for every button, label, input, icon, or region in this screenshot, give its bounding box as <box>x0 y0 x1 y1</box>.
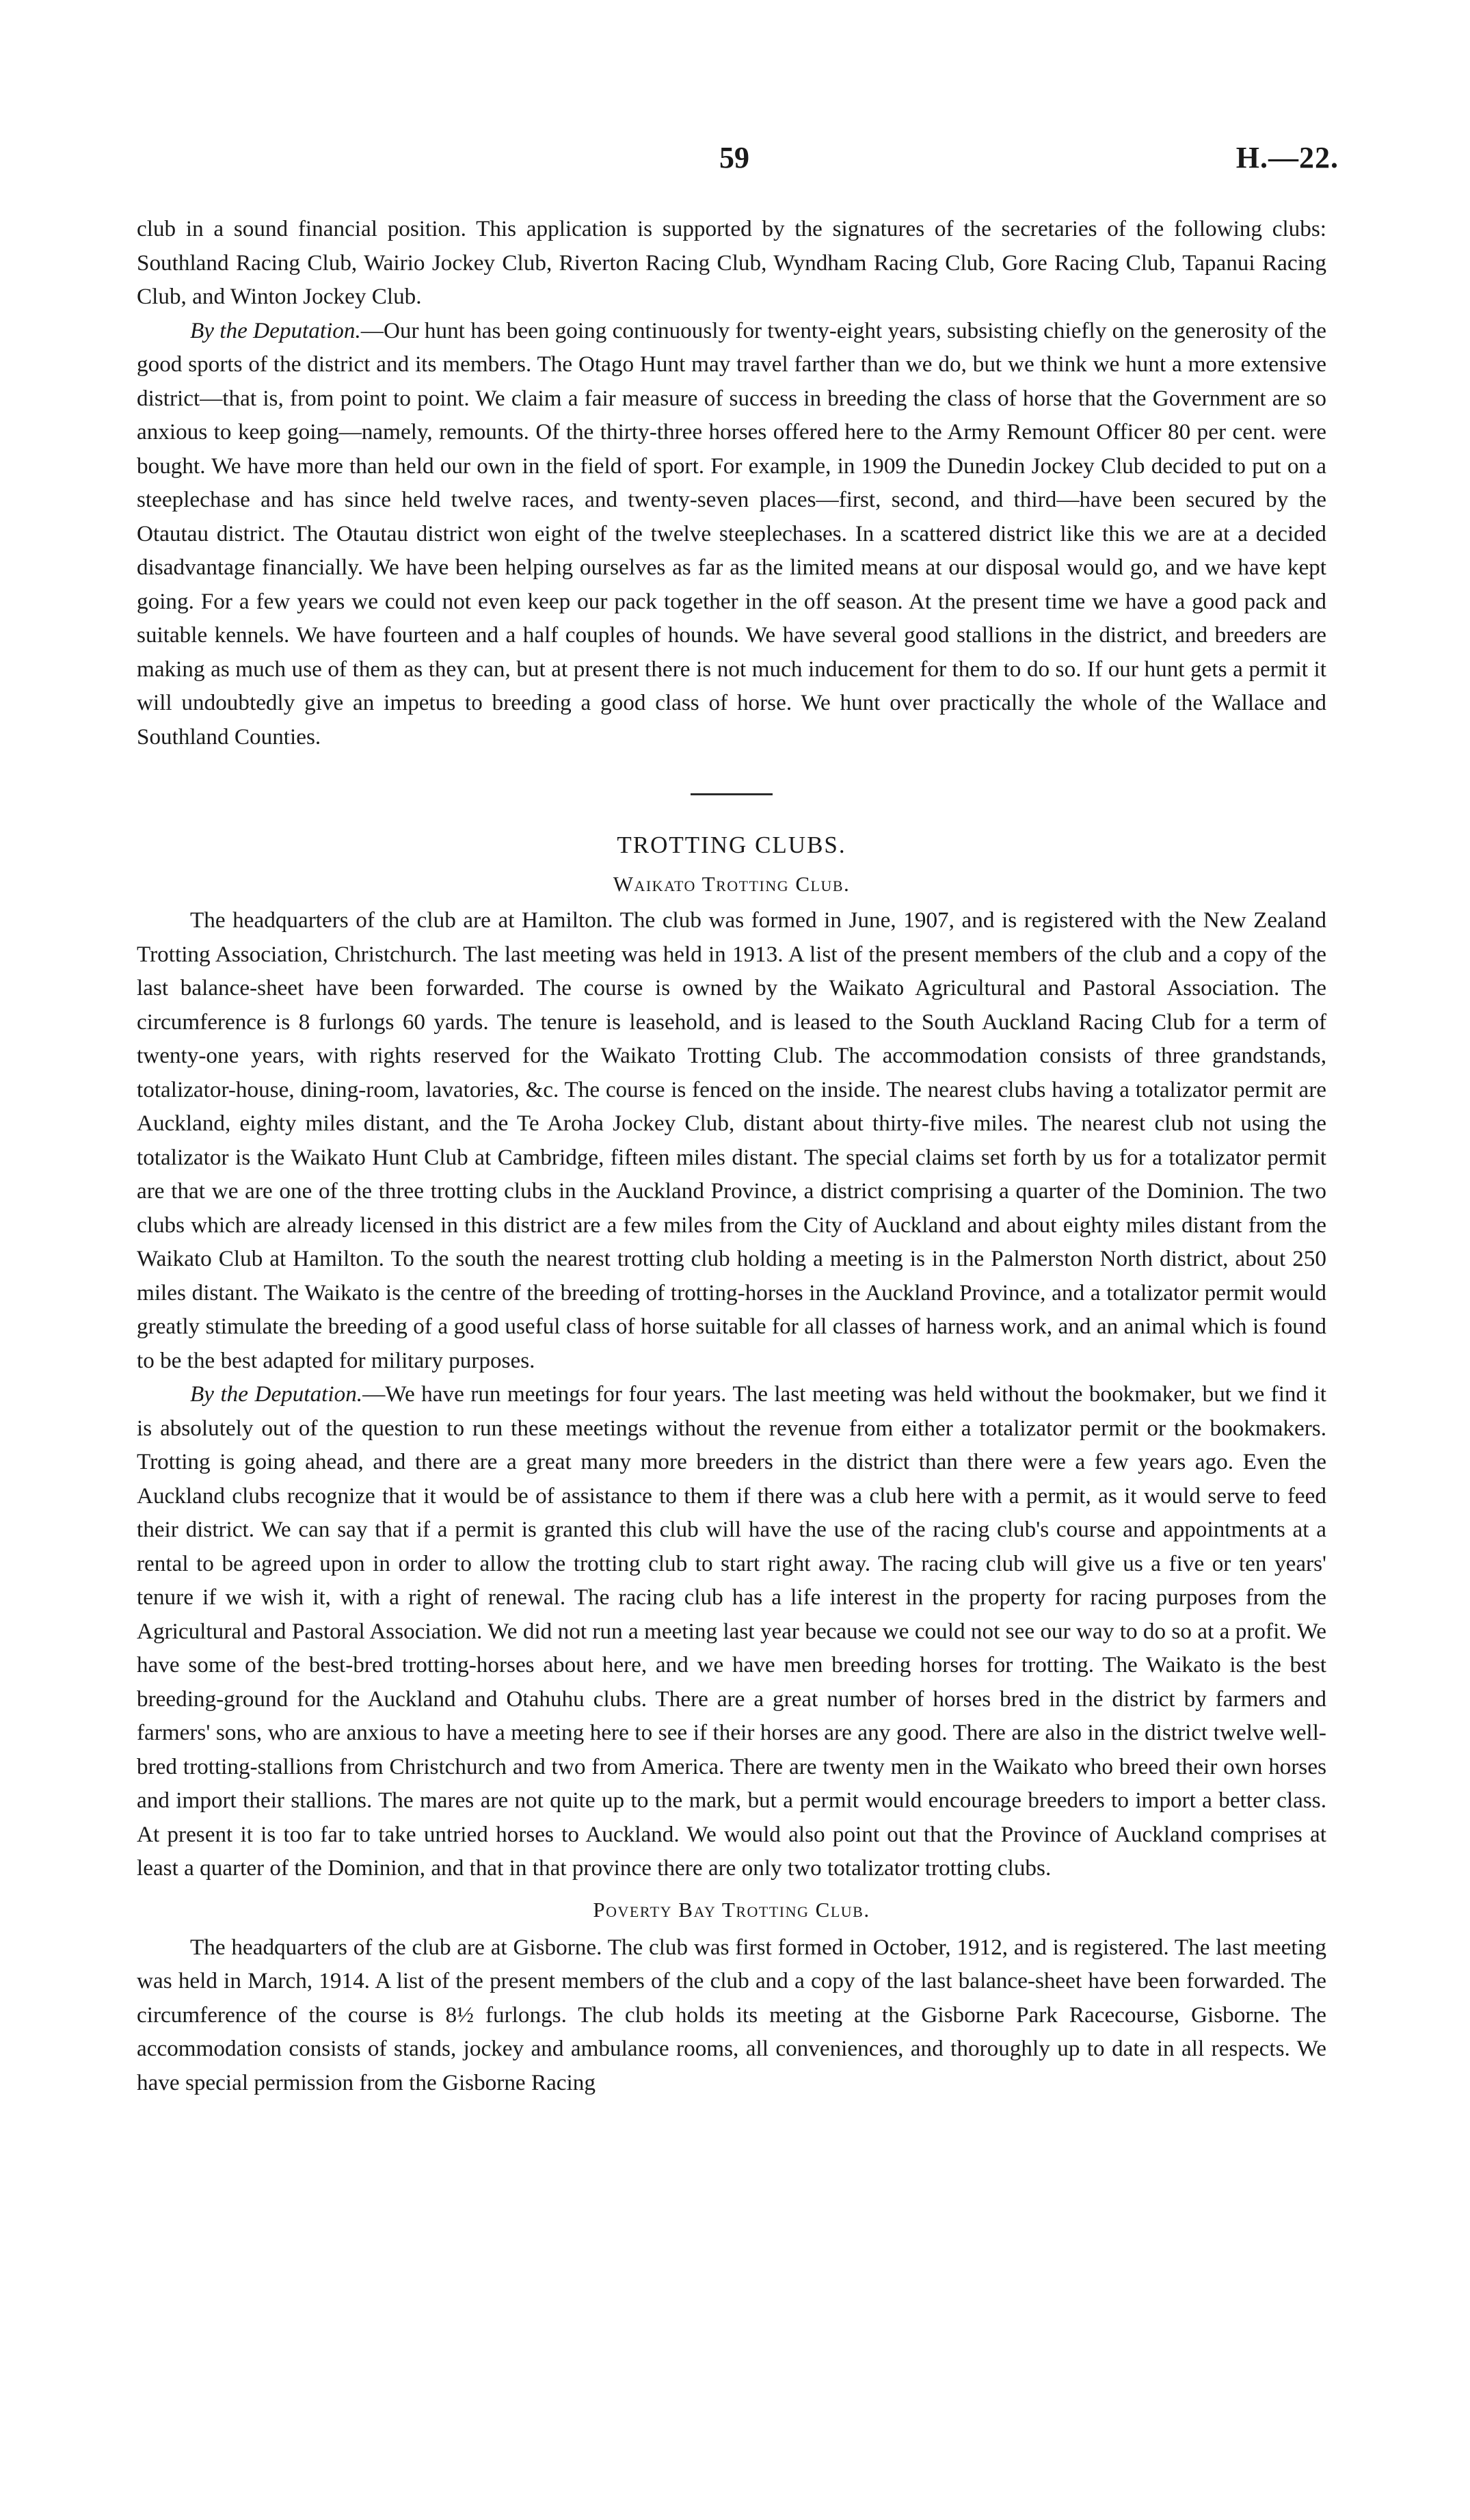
hunt-deputation-text: —Our hunt has been going continuously for twenty-eight years, subsisting chiefly on the generosity of the good sports of the district and its members. The Otago Hunt may travel farther than we do, but we think we hunt a more extensive district—that is, from point to point. We claim a fair measure of success in breeding the class of horse that the Government are so anxious to keep going—namely, remounts. Of the thirty-three horses offered here to the Army Remount Officer 80 per cent. were bought. We have more than held our own in the field of sport. For example, in 1909 the Dunedin Jockey Club decided to put on a steeplechase and has since held twelve races, and twenty-seven places—first, second, and third—have been secured by the Otautau district. The Otautau district won eight of the twelve steeplechases. In a scattered district like this we are at a decided disadvantage financially. We have been helping ourselves as far as the limited means at our disposal would go, and we have kept going. For a few years we could not even keep our pack together in the off season. At the present time we have a good pack and suitable kennels. We have fourteen and a half couples of hounds. We have several good stallions in the district, and breeders are making as much use of them as they can, but at present there is not much inducement for them to do so. If our hunt gets a permit it will undoubtedly give an impetus to breeding a good class of horse. We hunt over practically the whole of the Wallace and Southland Counties. <box>137 317 1327 750</box>
poverty-bay-club-heading: Poverty Bay Trotting Club. <box>593 1897 870 1922</box>
deputation-speaker-label: By the Deputation. <box>190 317 361 343</box>
deputation-speaker-label: By the Deputation. <box>190 1381 363 1407</box>
document-reference: H.—22. <box>1235 141 1339 174</box>
section-divider <box>691 793 773 795</box>
page-number: 59 <box>719 141 749 174</box>
hunt-deputation-paragraph <box>137 314 1326 754</box>
page-body <box>137 212 1326 2099</box>
waikato-club-heading: Waikato Trotting Club. <box>613 872 851 896</box>
poverty-bay-paragraph-1: The headquarters of the club are at Gisborne. The club was first formed in October, 1912, and is registered. The last meeting was held in March, 1914. A list of the present members of the club and a copy of the last balance-sheet have been forwarded. The circumference of the course is 8½ furlongs. The club holds its meeting at the Gisborne Park Racecourse, Gisborne. The accommodation consists of stands, jockey and ambulance rooms, all conveniences, and thoroughly up to date in all respects. We have special permission from the Gisborne Racing <box>137 1934 1326 2095</box>
section-title: TROTTING CLUBS. <box>617 832 846 858</box>
waikato-deputation-text: —We have run meetings for four years. The last meeting was held without the bookmaker, but we find it is absolutely out of the question to run these meetings without the revenue from either a totalizator permit or the bookmakers. Trotting is going ahead, and there are a great many more breeders in the district than there were a few years ago. Even the Auckland clubs recognize that it would be of assistance to them if there was a club here with a permit, as it would serve to feed their district. We can say that if a permit is granted this club will have the use of the racing club's course and appointments at a rental to be agreed upon in order to allow the trotting club to start right away. The racing club will give us a five or ten years' tenure if we wish it, with a right of renewal. The racing club has a life interest in the property for racing purposes from the Agricultural and Pastoral Association. We did not run a meeting last year because we could not see our way to do so at a profit. We have some of the best-bred trotting-horses about here, and we have men breeding horses for trotting. The Waikato is the best breeding-ground for the Auckland and Otahuhu clubs. There are a great number of horses bred in the district by farmers and farmers' sons, who are anxious to have a meeting here to see if their horses are any good. There are also in the district twelve well-bred trotting-stallions from Christchurch and two from America. There are twenty men in the Waikato who breed their own horses and import their stallions. The mares are not quite up to the mark, but a permit would encourage breeders to import a better class. At present it is too far to take untried horses to Auckland. We would also point out that the Province of Auckland comprises at least a quarter of the Dominion, and that in that province there are only two totalizator trotting clubs. <box>137 1381 1327 1881</box>
waikato-deputation-paragraph <box>137 1377 1326 1885</box>
page-header <box>0 140 1470 181</box>
hunt-paragraph-1: club in a sound financial position. This application is supported by the signatures of the secretaries of the following clubs: Southland Racing Club, Wairio Jockey Club, Riverton Racing Club, Wyndham Racing Club, Gore Racing Club, Tapanui Racing Club, and Winton Jockey Club. <box>137 216 1326 309</box>
waikato-paragraph-1: The headquarters of the club are at Hamilton. The club was formed in June, 1907, and is registered with the New Zealand Trotting Association, Christchurch. The last meeting was held in 1913. A list of the present members of the club and a copy of the last balance-sheet have been forwarded. The course is owned by the Waikato Agricultural and Pastoral Association. The circumference is 8 furlongs 60 yards. The tenure is leasehold, and is leased to the South Auckland Racing Club for a term of twenty-one years, with rights reserved for the Waikato Trotting Club. The accommodation consists of three grandstands, totalizator-house, dining-room, lavatories, &c. The course is fenced on the inside. The nearest clubs having a totalizator permit are Auckland, eighty miles distant, and the Te Aroha Jockey Club, distant about thirty-five miles. The nearest club not using the totalizator is the Waikato Hunt Club at Cambridge, fifteen miles distant. The special claims set forth by us for a totalizator permit are that we are one of the three trotting clubs in the Auckland Province, a district comprising a quarter of the Dominion. The two clubs which are already licensed in this district are a few miles from the City of Auckland and about eighty miles distant from the Waikato Club at Hamilton. To the south the nearest trotting club holding a meeting is in the Palmerston North district, about 250 miles distant. The Waikato is the centre of the breeding of trotting-horses in the Auckland Province, and a totalizator permit would greatly stimulate the breeding of a good useful class of horse suitable for all classes of harness work, and an animal which is found to be the best adapted for military purposes. <box>137 907 1326 1373</box>
